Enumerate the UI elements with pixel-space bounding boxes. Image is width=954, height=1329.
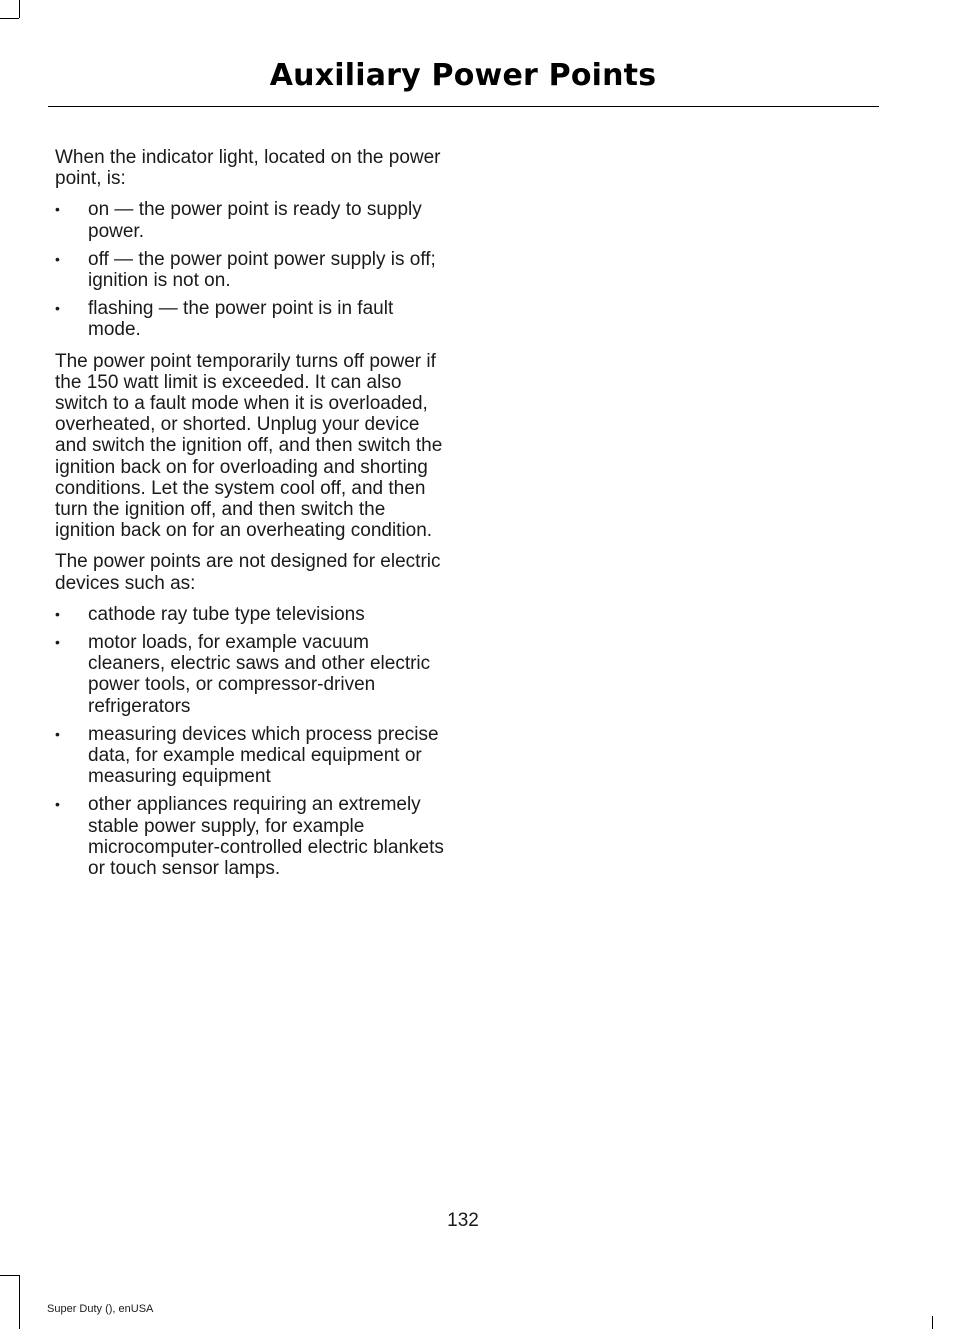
list-item: • on — the power point is ready to supply power.	[55, 199, 422, 242]
crop-mark-bottom-right-vertical	[932, 1316, 933, 1329]
bullet-icon: •	[55, 796, 60, 813]
crop-mark-top-left-vertical	[19, 0, 20, 18]
bullet-icon: •	[55, 605, 60, 622]
list-item: • off — the power point power supply is off; ignition is not on.	[55, 248, 436, 292]
main-column	[55, 147, 447, 889]
page-title: Auxiliary Power Points	[269, 58, 657, 93]
list-item: • motor loads, for example vacuum cleaners, electric saws and other electric power tools, or compressor-driven refrigerators	[55, 632, 431, 717]
crop-mark-top-left-horizontal	[0, 18, 19, 19]
page-number: 132	[447, 1210, 479, 1231]
crop-mark-bottom-left-horizontal	[0, 1275, 19, 1276]
not-designed-list	[55, 604, 447, 879]
title-divider	[48, 106, 879, 107]
list-item: • other appliances requiring an extremely stable power supply, for example microcomputer-controlled electric blankets or touch sensor lamps.	[55, 794, 444, 880]
indicator-intro: When the indicator light, located on the power point, is:	[55, 147, 441, 190]
bullet-icon: •	[55, 300, 60, 317]
crop-mark-bottom-left-vertical	[19, 1275, 20, 1329]
not-designed-intro: The power points are not designed for electric devices such as:	[55, 551, 441, 594]
bullet-icon: •	[55, 201, 60, 218]
bullet-icon: •	[55, 250, 60, 267]
bullet-icon: •	[55, 725, 60, 742]
bullet-icon: •	[55, 634, 60, 651]
edition-footer: Super Duty (), enUSA	[47, 1303, 154, 1315]
list-item: • cathode ray tube type televisions	[55, 603, 365, 625]
list-item: • flashing — the power point is in fault mode.	[55, 298, 394, 341]
overload-paragraph: The power point temporarily turns off power if the 150 watt limit is exceeded. It can also switch to a fault mode when it is overloaded, overheated, or shorted. Unplug your device and switch the ignition off, and then switch the ignition back on for overloading and shorting conditions. Let the system cool off, and then turn the ignition off, and then switch the ignition back on for an overheating condition.	[55, 350, 443, 542]
indicator-state-list	[55, 199, 447, 340]
list-item: • measuring devices which process precise data, for example medical equipment or measuring equipment	[55, 723, 439, 788]
